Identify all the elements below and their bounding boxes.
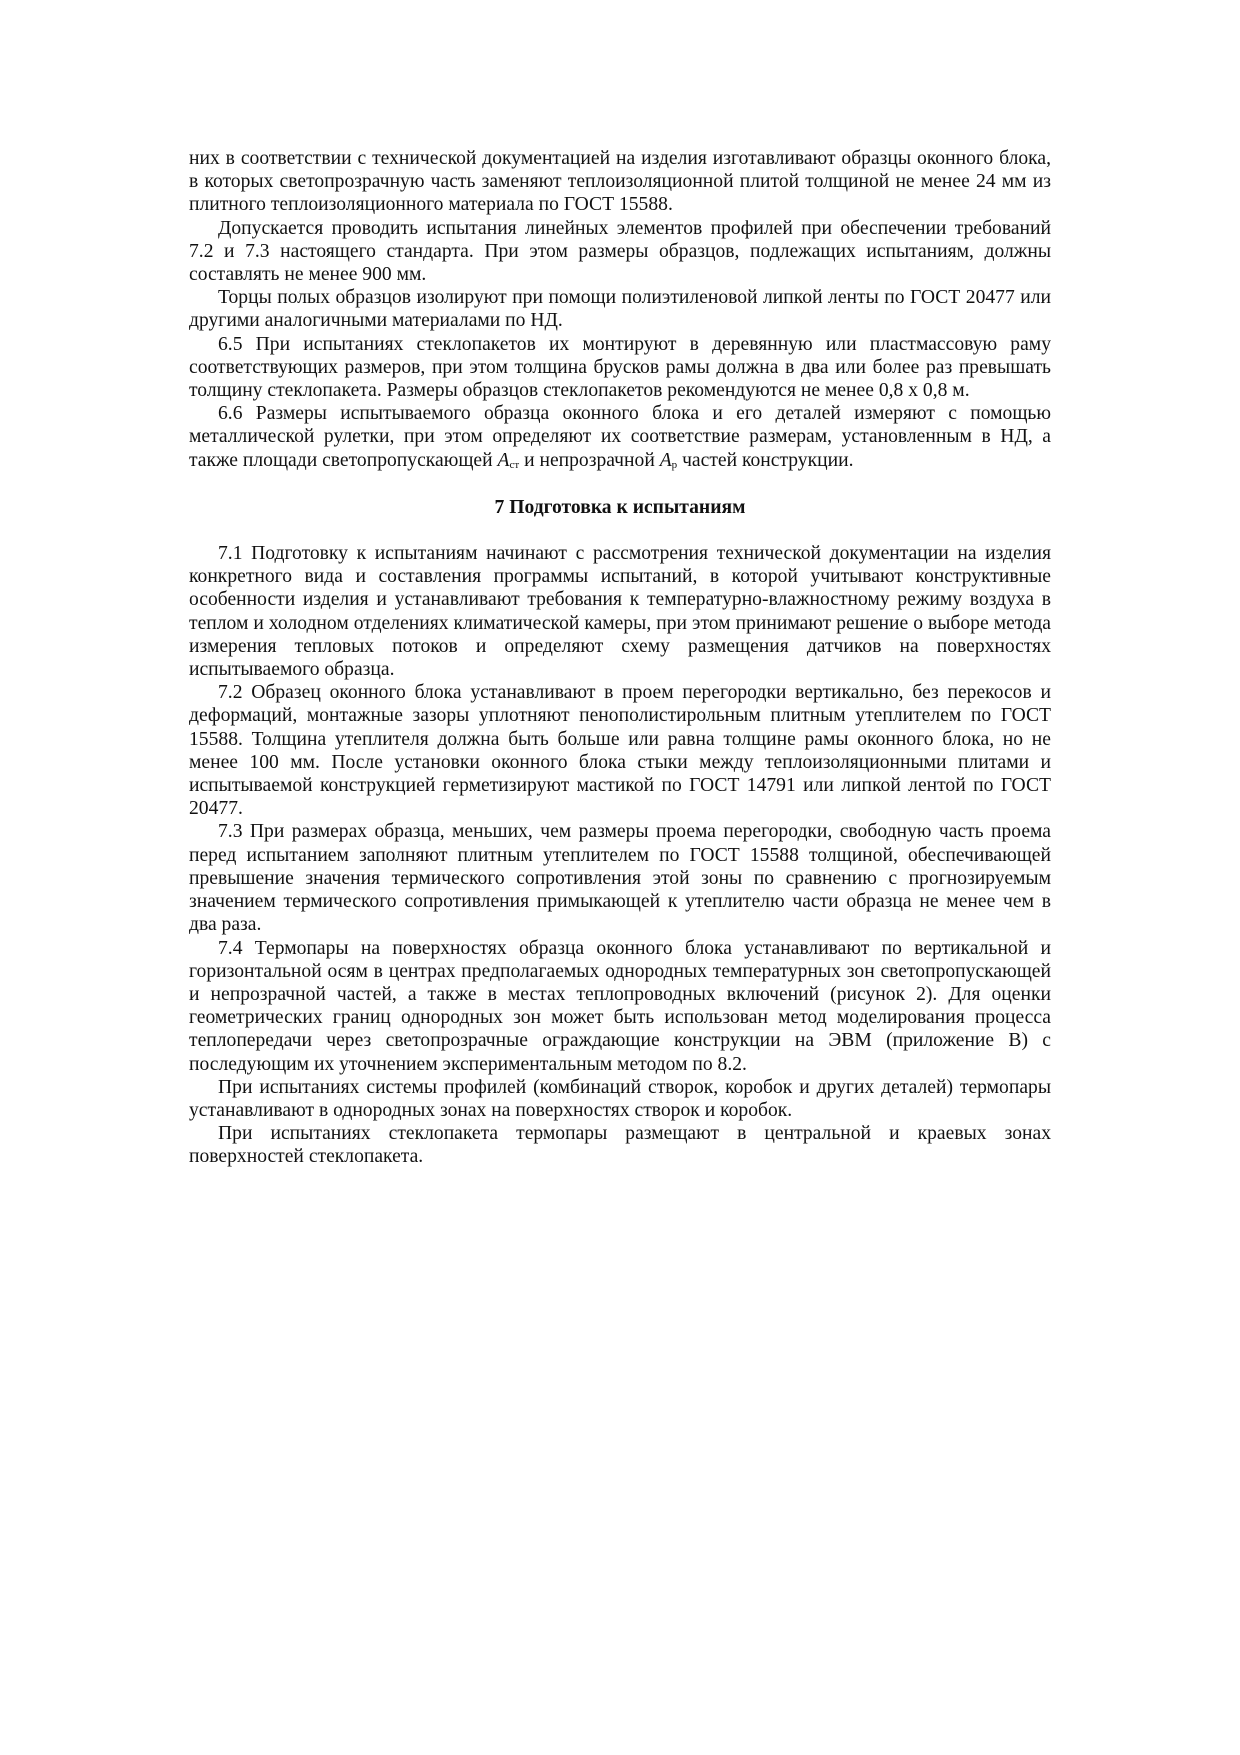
paragraph-glass-unit: При испытаниях стеклопакета термопары размещают в центральной и краевых зонах поверхностей стеклопакета.	[189, 1123, 1051, 1168]
section-title: 7 Подготовка к испытаниям	[494, 496, 746, 518]
symbol-a-st: $A_{ст}$	[497, 449, 520, 471]
paragraph-7-1: 7.1 Подготовку к испытаниям начинают с рассмотрения технической документации на изделия конкретного вида и составления программы испытаний, в которой учитывают конструктивные особенности изделия и устанавливают требования к температурно-влажностному режиму воздуха в теплом и холодном отделениях климатической камеры, при этом принимают решение о выборе метода измерения тепловых потоков и определяют схему размещения датчиков на поверхностях испытываемого образца.	[189, 543, 1051, 681]
paragraph-profile-systems: При испытаниях системы профилей (комбинаций створок, коробок и других деталей) термопары устанавливают в однородных зонах на поверхностях створок и коробок.	[189, 1076, 1051, 1121]
paragraph-6-5: 6.5 При испытаниях стеклопакетов их монтируют в деревянную или пластмассовую раму соответствующих размеров, при этом толщина брусков рамы должна в два или более раз превышать толщину стеклопакета. Размеры образцов стеклопакетов рекомендуются не менее 0,8 х 0,8 м.	[189, 333, 1051, 402]
paragraph-6-6-text-middle: и непрозрачной	[519, 449, 660, 471]
paragraph-6-6-text-after: частей конструкции.	[677, 449, 854, 471]
paragraph-linear-elements: Допускается проводить испытания линейных элементов профилей при обеспечении требований 7.2 и 7.3 настоящего стандарта. При этом размеры образцов, подлежащих испытаниям, должны составлять не менее 900 мм.	[189, 217, 1051, 286]
paragraph-7-3: 7.3 При размерах образца, меньших, чем размеры проема перегородки, свободную часть проема перед испытанием заполняют плитным утеплителем по ГОСТ 15588 толщиной, обеспечивающей превышение значения термического сопротивления этой зоны по сравнению с прогнозируемым значением термического сопротивления примыкающей к утеплителю части образца не менее чем в два раза.	[189, 821, 1051, 936]
paragraph-hollow-samples: Торцы полых образцов изолируют при помощи полиэтиленовой липкой ленты по ГОСТ 20477 или другими аналогичными материалами по НД.	[189, 287, 1051, 332]
paragraph-6-6	[189, 402, 1051, 475]
document-page	[189, 147, 1051, 1169]
paragraph-7-4: 7.4 Термопары на поверхностях образца оконного блока устанавливают по вертикальной и горизонтальной осям в центрах предполагаемых однородных температурных зон светопропускающей и непрозрачной частей, а также в местах теплопроводных включений (рисунок 2). Для оценки геометрических границ однородных зон может быть использован метод моделирования процесса теплопередачи через светопрозрачные ограждающие конструкции на ЭВМ (приложение В) с последующим их уточнением экспериментальным методом по 8.2.	[189, 937, 1051, 1075]
paragraph-6-6-text-before: 6.6 Размеры испытываемого образца оконного блока и его деталей измеряют с помощью металлической рулетки, при этом определяют их соответствие размерам, установленным в НД, а также площади светопропускающей	[189, 403, 1051, 471]
paragraph-continuation: них в соответствии с технической документацией на изделия изготавливают образцы оконного блока, в которых светопрозрачную часть заменяют теплоизоляционной плитой толщиной не менее 24 мм из плитного теплоизоляционного материала по ГОСТ 15588.	[189, 148, 1051, 216]
paragraph-7-2: 7.2 Образец оконного блока устанавливают в проем перегородки вертикально, без перекосов и деформаций, монтажные зазоры уплотняют пенополистирольным плитным утеплителем по ГОСТ 15588. Толщина утеплителя должна быть больше или равна толщине рамы оконного блока, но не менее 100 мм. После установки оконного блока стыки между теплоизоляционными плитами и испытываемой конструкцией герметизируют мастикой по ГОСТ 14791 или липкой лентой по ГОСТ 20477.	[189, 682, 1051, 820]
symbol-a-r: $A_р$	[659, 449, 678, 471]
